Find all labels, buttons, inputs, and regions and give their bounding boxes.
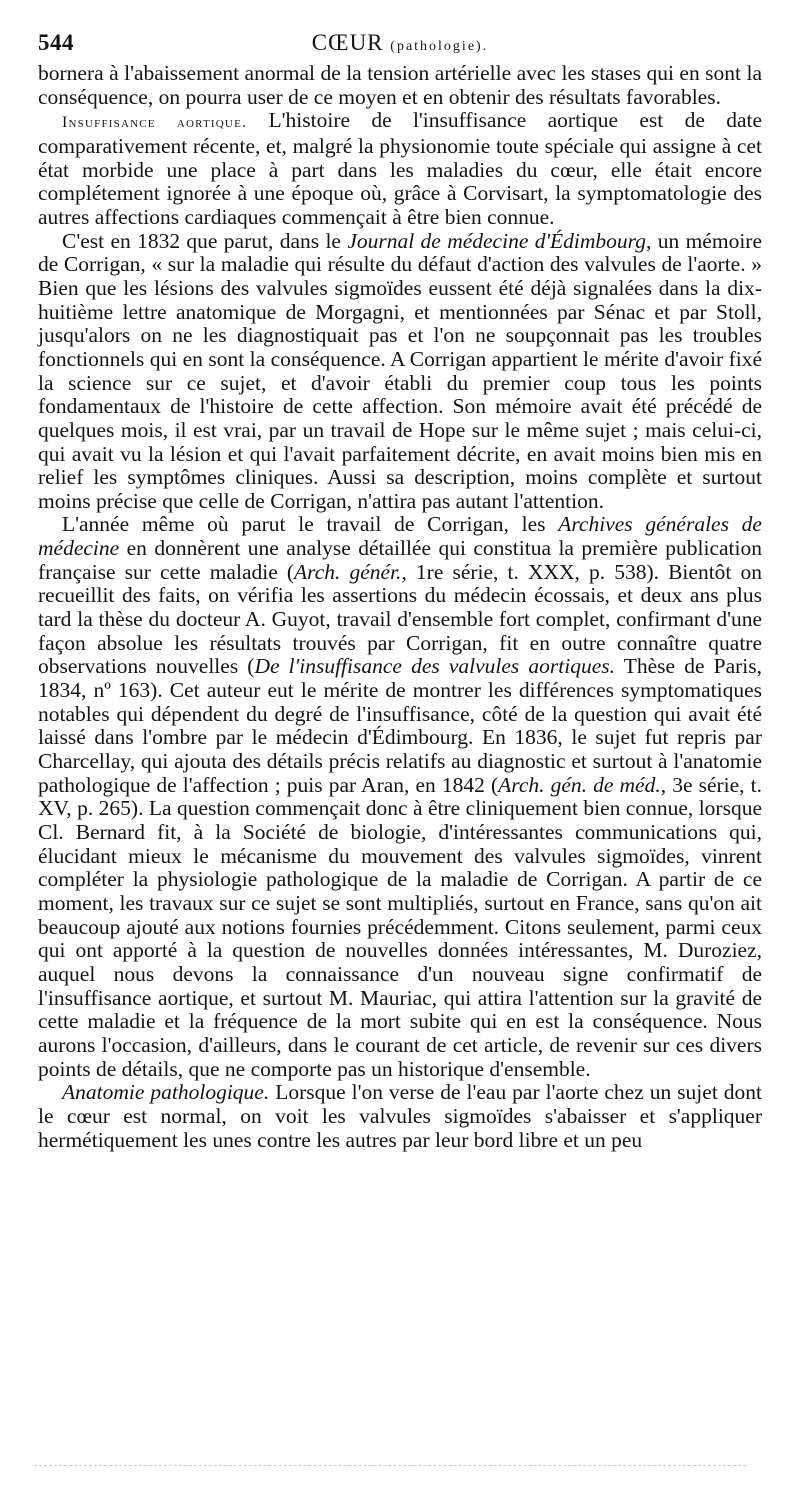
archives-title: Archives générales de médecine <box>38 512 762 561</box>
paragraph-3-part-b: , un mémoire de Corrigan, « sur la maladie qui résulte du défaut d'action des valvules de l'aorte. » Bien que les lésions des valvules sigmoïdes eussent été déjà signalées dans la dix-huitième lettre anatomique de Morgagni, et mentionnées par Sénac et par Stoll, jusqu'alors on ne les diagnostiquait pas et l'on ne soupçonnait pas les troubles fonctionnels qui en sont la conséquence. A Corrigan appartient le mérite d'avoir fixé la science sur ce sujet, et d'avoir établi du premier coup tous les points fondamentaux de l'histoire de cette affection. Son mémoire avait été précédé de quelques mois, il est vrai, par un travail de Hope sur le même sujet ; mais celui-ci, qui avait vu la lésion et qui l'avait parfaitement décrite, en avait moins bien mis en relief les symptômes cliniques. Aussi sa description, moins complète et surtout moins précise que celle de Corrigan, n'attira pas autant l'attention. <box>38 228 762 513</box>
paragraph-4-part-e: , 3e série, t. XV, p. 265). La question commençait donc à être cliniquement bien connue, lorsque Cl. Bernard fit, à la Société de biologie, d'intéressantes communications qui, élucidant mieux le mécanisme du mouvement des valvules sigmoïdes, vinrent compléter la physiologie pathologique de la maladie de Corrigan. A partir de ce moment, les travaux sur ce sujet se sont multipliés, surtout en France, sans qu'on ait beaucoup ajouté aux notions fournies précédemment. Citons seulement, parmi ceux qui ont apporté à la question de nouvelles données intéressantes, M. Duroziez, auquel nous devons la connaissance d'un nouveau signe confirmatif de l'insuffisance aortique, et surtout M. Mauriac, qui attira l'attention sur la gravité de cette maladie et la fréquence de la mort subite qui en est la conséquence. Nous aurons l'occasion, d'ailleurs, dans le courant de cet article, de revenir sur ces divers points de détails, que ne comporte pas un historique d'ensemble. <box>38 772 762 1081</box>
running-head-subtitle: (pathologie). <box>390 39 489 54</box>
footer-rule <box>34 1465 746 1466</box>
arch-gen-med-citation: Arch. gén. de méd. <box>498 772 661 797</box>
these-title: De l'insuffisance des valvules aortiques. <box>254 654 616 679</box>
arch-gener-citation: Arch. génér. <box>294 559 402 584</box>
page-header <box>38 30 762 62</box>
paragraph-4-part-a: L'année même où parut le travail de Corrigan, les <box>62 512 559 537</box>
paragraph-1: bornera à l'abaissement anormal de la tension artérielle avec les stases qui en sont la conséquence, on pourra user de ce moyen et en obtenir des résultats favorables. <box>38 61 762 109</box>
paragraph-4-part-b: en donnèrent une analyse détaillée qui constitua la première publication française sur cette maladie ( <box>38 536 762 584</box>
running-head <box>38 30 762 56</box>
section-label-insuffisance: Insuffisance aortique. <box>62 114 248 132</box>
paragraph-3-part-a: C'est en 1832 que parut, dans le <box>62 228 348 253</box>
paragraph-2 <box>38 109 762 229</box>
paragraph-5 <box>38 1081 762 1152</box>
paragraph-5-text: Lorsque l'on verse de l'eau par l'aorte chez un sujet dont le cœur est normal, on voit les valvules sigmoïdes s'abaisser et s'appliquer hermétiquement les unes contre les autres par leur bord libre et un peu <box>38 1080 762 1152</box>
paragraph-2-text: L'histoire de l'insuffisance aortique est de date comparativement récente, et, malgré la physionomie toute spéciale qui assigne à cet état morbide une place à part dans les maladies du cœur, elle était encore complétement ignorée à une époque où, grâce à Corvisart, la symptomatologie des autres affections cardiaques commençait à être bien connue. <box>38 108 763 229</box>
paragraph-4-part-c: , 1re série, t. XXX, p. 538). Bientôt on recueillit des faits, on vérifia les assertions du médecin écossais, et deux ans plus tard la thèse du docteur A. Guyot, travail d'ensemble fort complet, confirmant d'une façon absolue les résultats trouvés par Corrigan, fit en outre connaître quatre observations nouvelles ( <box>38 559 762 679</box>
journal-title: Journal de médecine d'Édimbourg <box>347 228 647 253</box>
paragraph-3 <box>38 230 762 514</box>
section-label-anatomie: Anatomie pathologique. <box>62 1080 270 1105</box>
paragraph-4-part-d: Thèse de Paris, 1834, nº 163). Cet auteur eut le mérite de montrer les différences symptomatiques notables qui dépendent du degré de l'insuffisance, côté de la question qui avait été laissé dans l'ombre par le médecin d'Édimbourg. En 1836, le sujet fut repris par Charcellay, qui ajouta des détails précis relatifs au diagnostic et surtout à l'anatomie pathologique de l'affection ; puis par Aran, en 1842 ( <box>38 654 762 797</box>
paragraph-4 <box>38 513 762 1081</box>
body-text <box>38 62 762 1152</box>
page-number: 544 <box>38 30 74 55</box>
running-head-title: CŒUR <box>311 30 384 55</box>
